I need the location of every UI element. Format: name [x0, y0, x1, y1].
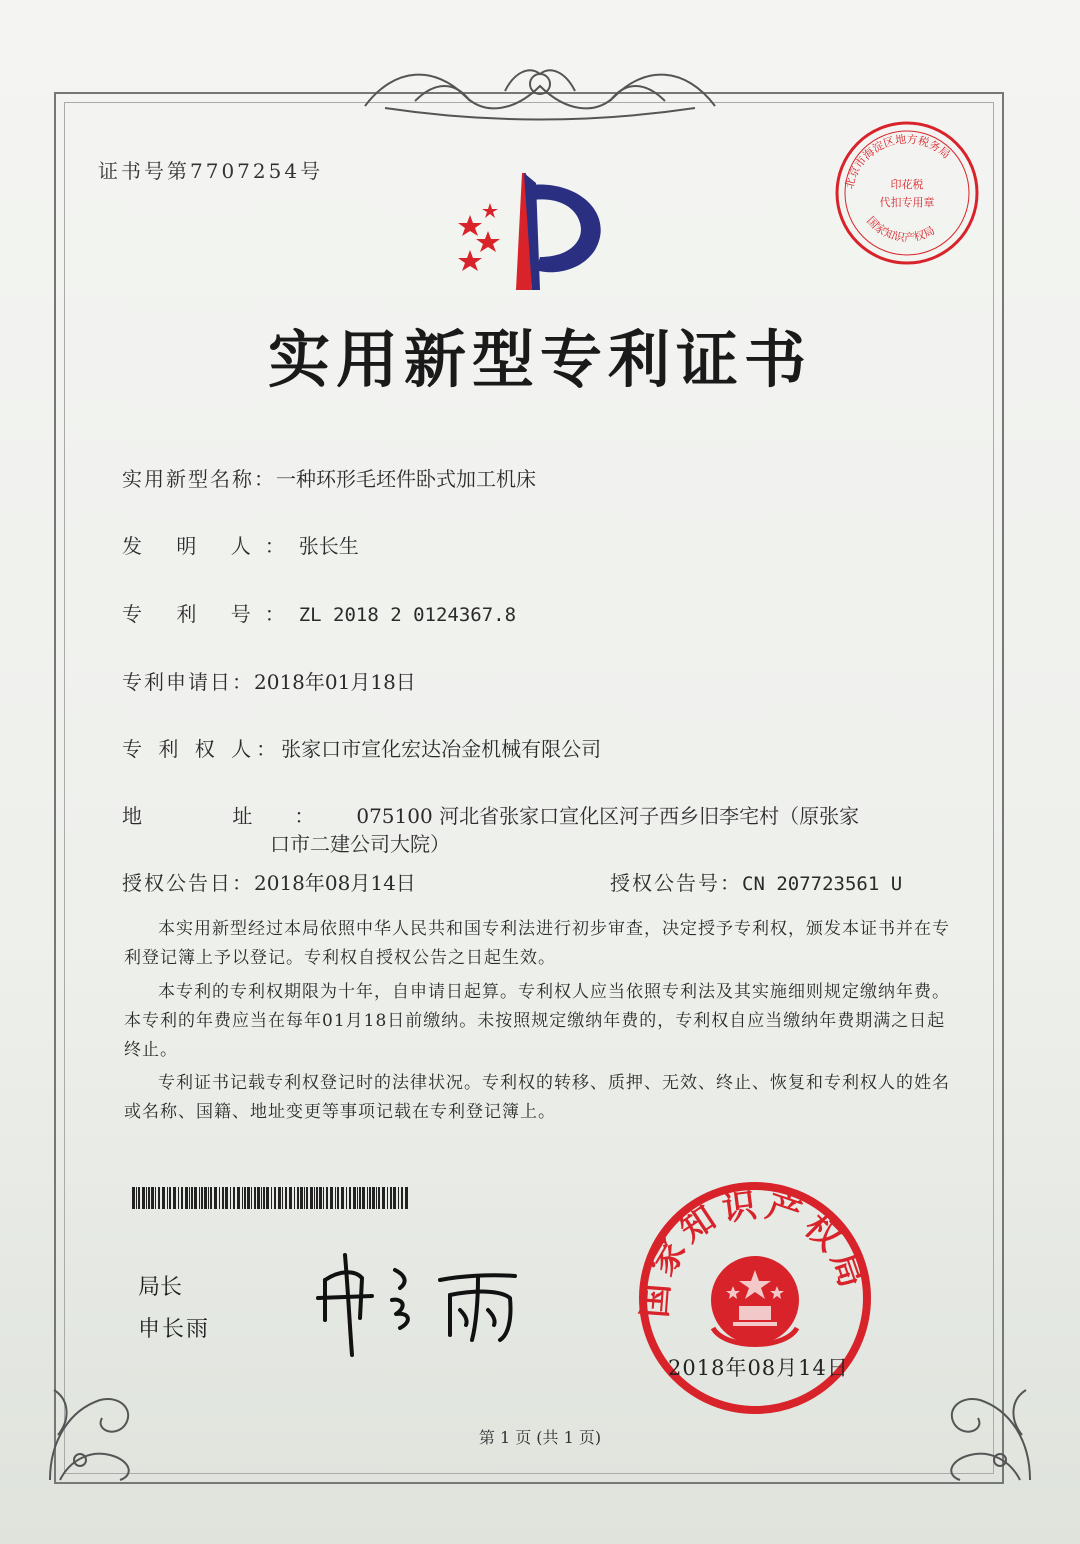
patent-office-logo-icon	[440, 165, 620, 295]
grant-number-label: 授权公告号：	[610, 871, 742, 895]
inventor-row	[122, 530, 359, 559]
address-label: 地 址：	[122, 804, 357, 828]
utility-model-name-row	[122, 463, 536, 492]
tax-stamp-ring-text: 北京市海淀区地方税务局	[842, 132, 953, 191]
address-value-line1: 075100 河北省张家口宣化区河子西乡旧李宅村（原张家	[356, 804, 860, 828]
barcode-icon	[132, 1187, 410, 1209]
grant-date-label: 授权公告日：	[122, 871, 254, 895]
grant-number-row	[610, 867, 902, 896]
bottom-left-ornament-icon	[40, 1350, 170, 1490]
filing-date-value: 2018年01月18日	[254, 670, 416, 694]
certificate-number: 证书号第7707254号	[98, 159, 324, 183]
grant-date-row	[122, 867, 416, 896]
grant-number-value: CN 207723561 U	[742, 873, 903, 895]
seal-ring-text: 国家知识产权局	[635, 1184, 874, 1320]
body-paragraph-2: 本专利的专利权期限为十年，自申请日起算。专利权人应当依照专利法及其实施细则规定缴纳年费。本专利的年费应当在每年01月18日前缴纳。未按照规定缴纳年费的，专利权自应当缴纳年费期满之日起终止。	[124, 982, 950, 1060]
tax-stamp-bottom-text: 国家知识产权局	[864, 214, 937, 245]
patent-number-value: ZL 2018 2 0124367.8	[298, 604, 517, 626]
utility-model-name-label: 实用新型名称：	[122, 467, 276, 491]
patentee-row	[122, 733, 601, 762]
page-number: 第 1 页 (共 1 页)	[478, 1428, 602, 1447]
patent-number-label: 专 利 号：	[122, 602, 299, 626]
tax-stamp-seal-icon	[832, 118, 982, 268]
patentee-label: 专 利 权 人：	[122, 737, 282, 761]
top-ornament-icon	[355, 56, 725, 126]
certificate-title: 实用新型专利证书	[267, 323, 812, 396]
director-name: 申长雨	[138, 1317, 211, 1342]
filing-date-row	[122, 666, 416, 695]
filing-date-label: 专利申请日：	[122, 670, 254, 694]
inventor-label: 发 明 人：	[122, 534, 299, 558]
office-seal-icon	[635, 1178, 875, 1418]
bottom-right-ornament-icon	[910, 1350, 1040, 1490]
patent-number-row	[122, 598, 516, 627]
address-row	[122, 800, 859, 829]
director-signature-icon	[300, 1240, 550, 1360]
director-title: 局长	[138, 1275, 183, 1300]
body-paragraph-3: 专利证书记载专利权登记时的法律状况。专利权的转移、质押、无效、终止、恢复和专利权人的姓名或名称、国籍、地址变更等事项记载在专利登记簿上。	[124, 1073, 950, 1122]
svg-text:国家知识产权局	[864, 214, 937, 244]
tax-stamp-center-line1: 印花税	[890, 178, 924, 191]
tax-stamp-center-line2: 代扣专用章	[879, 196, 935, 209]
inventor-value: 张长生	[298, 534, 359, 558]
address-value-line2: 口市二建公司大院）	[270, 832, 450, 856]
patentee-value: 张家口市宣化宏达冶金机械有限公司	[281, 737, 602, 761]
seal-date: 2018年08月14日	[668, 1356, 849, 1380]
grant-date-value: 2018年08月14日	[254, 871, 416, 895]
body-paragraph-1: 本实用新型经过本局依照中华人民共和国专利法进行初步审查，决定授予专利权，颁发本证书并在专利登记簿上予以登记。专利权自授权公告之日起生效。	[124, 919, 950, 968]
utility-model-name-value: 一种环形毛坯件卧式加工机床	[276, 467, 536, 491]
